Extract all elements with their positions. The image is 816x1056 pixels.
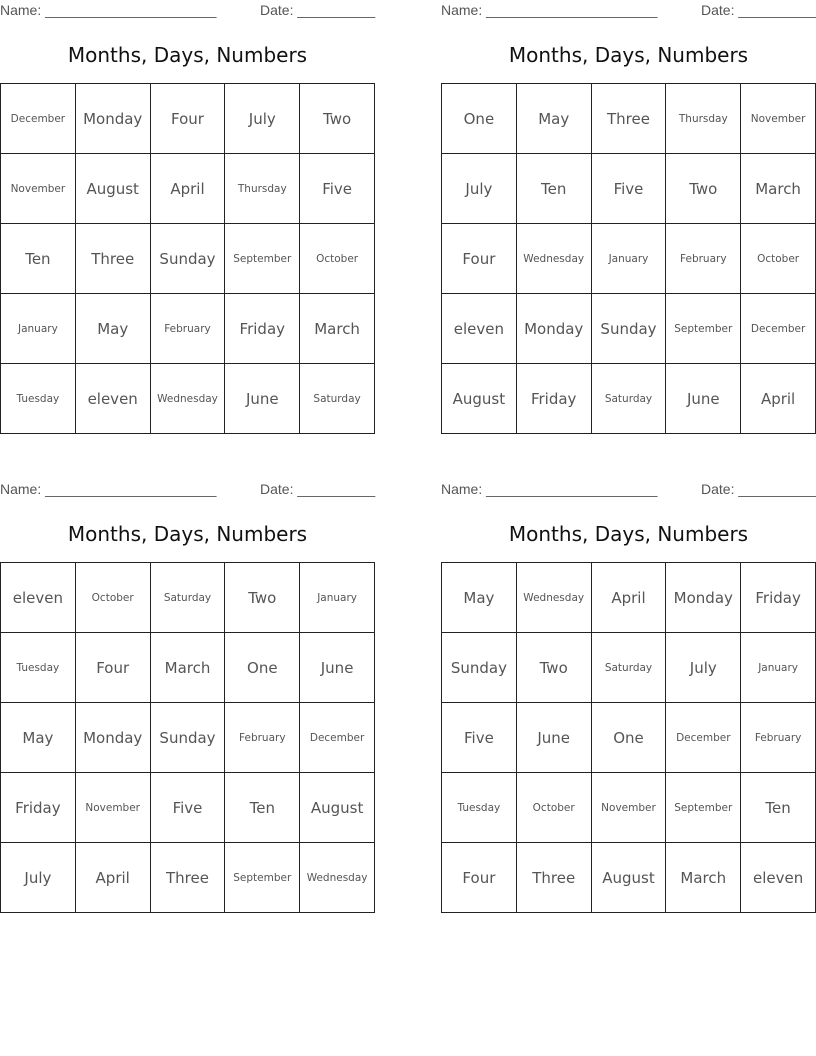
bingo-cell: eleven — [76, 364, 151, 434]
bingo-cell: Wednesday — [517, 224, 592, 294]
bingo-cell: Tuesday — [442, 773, 517, 843]
bingo-grid — [0, 83, 375, 434]
bingo-cell: January — [1, 294, 76, 364]
bingo-cell: Four — [76, 633, 151, 703]
bingo-cell: One — [225, 633, 300, 703]
bingo-cell: eleven — [1, 563, 76, 633]
name-field-label: Name: ______________________ — [0, 2, 217, 18]
bingo-cell: December — [666, 703, 741, 773]
bingo-cell: September — [225, 843, 300, 913]
bingo-cell: Friday — [225, 294, 300, 364]
bingo-cell: Two — [225, 563, 300, 633]
bingo-cell: Saturday — [151, 563, 226, 633]
bingo-cell: January — [300, 563, 375, 633]
bingo-cell: October — [76, 563, 151, 633]
name-field-label: Name: ______________________ — [0, 481, 217, 497]
bingo-cell: March — [741, 154, 816, 224]
bingo-cell: Two — [300, 84, 375, 154]
bingo-cell: Monday — [76, 703, 151, 773]
bingo-cell: Thursday — [666, 84, 741, 154]
bingo-cell: eleven — [442, 294, 517, 364]
bingo-cell: Three — [76, 224, 151, 294]
bingo-cell: May — [442, 563, 517, 633]
bingo-cell: Five — [442, 703, 517, 773]
bingo-cell: November — [741, 84, 816, 154]
bingo-cell: November — [592, 773, 667, 843]
bingo-cell: August — [442, 364, 517, 434]
bingo-cell: February — [225, 703, 300, 773]
bingo-cell: July — [666, 633, 741, 703]
bingo-cell: eleven — [741, 843, 816, 913]
bingo-cell: July — [442, 154, 517, 224]
bingo-cell: Four — [442, 843, 517, 913]
bingo-cell: December — [741, 294, 816, 364]
bingo-cell: December — [1, 84, 76, 154]
bingo-cell: Ten — [225, 773, 300, 843]
bingo-cell: November — [1, 154, 76, 224]
bingo-cell: August — [300, 773, 375, 843]
bingo-cell: Wednesday — [517, 563, 592, 633]
bingo-cell: February — [666, 224, 741, 294]
bingo-cell: July — [225, 84, 300, 154]
bingo-cell: Four — [151, 84, 226, 154]
bingo-cell: One — [592, 703, 667, 773]
bingo-cell: Monday — [666, 563, 741, 633]
bingo-cell: Five — [300, 154, 375, 224]
bingo-cell: Wednesday — [151, 364, 226, 434]
bingo-cell: April — [592, 563, 667, 633]
bingo-cell: Friday — [1, 773, 76, 843]
bingo-cell: January — [592, 224, 667, 294]
bingo-cell: July — [1, 843, 76, 913]
bingo-cell: September — [666, 294, 741, 364]
bingo-cell: Sunday — [592, 294, 667, 364]
bingo-cell: May — [517, 84, 592, 154]
bingo-cell: Tuesday — [1, 364, 76, 434]
bingo-cell: Ten — [741, 773, 816, 843]
bingo-cell: February — [151, 294, 226, 364]
bingo-cell: March — [300, 294, 375, 364]
bingo-cell: November — [76, 773, 151, 843]
bingo-cell: Friday — [517, 364, 592, 434]
bingo-card — [441, 0, 816, 408]
bingo-cell: Monday — [76, 84, 151, 154]
bingo-cell: October — [517, 773, 592, 843]
date-field-label: Date: __________ — [701, 481, 816, 497]
bingo-cell: Tuesday — [1, 633, 76, 703]
bingo-cell: May — [76, 294, 151, 364]
bingo-card — [0, 479, 376, 887]
bingo-cell: Ten — [1, 224, 76, 294]
bingo-cell: Sunday — [151, 224, 226, 294]
bingo-cell: Wednesday — [300, 843, 375, 913]
bingo-cell: Saturday — [592, 633, 667, 703]
bingo-cell: Saturday — [592, 364, 667, 434]
bingo-cell: Two — [666, 154, 741, 224]
date-field-label: Date: __________ — [260, 481, 376, 497]
bingo-cell: One — [442, 84, 517, 154]
bingo-cell: March — [151, 633, 226, 703]
bingo-cell: Saturday — [300, 364, 375, 434]
bingo-grid — [441, 83, 816, 434]
bingo-cell: October — [300, 224, 375, 294]
card-title: Months, Days, Numbers — [67, 522, 308, 546]
bingo-cell: Three — [151, 843, 226, 913]
bingo-cell: Friday — [741, 563, 816, 633]
bingo-cell: October — [741, 224, 816, 294]
name-date-line — [441, 479, 816, 501]
date-field-label: Date: __________ — [260, 2, 376, 18]
bingo-cell: April — [151, 154, 226, 224]
bingo-cell: January — [741, 633, 816, 703]
bingo-grid — [0, 562, 375, 913]
name-field-label: Name: ______________________ — [441, 481, 658, 497]
bingo-cell: Ten — [517, 154, 592, 224]
bingo-cell: April — [76, 843, 151, 913]
bingo-card — [441, 479, 816, 887]
bingo-cell: February — [741, 703, 816, 773]
bingo-cell: September — [225, 224, 300, 294]
bingo-cell: Five — [151, 773, 226, 843]
bingo-cell: August — [76, 154, 151, 224]
name-date-line — [441, 0, 816, 22]
bingo-cell: June — [300, 633, 375, 703]
card-title: Months, Days, Numbers — [67, 43, 308, 67]
bingo-cell: Two — [517, 633, 592, 703]
name-field-label: Name: ______________________ — [441, 2, 658, 18]
bingo-cell: December — [300, 703, 375, 773]
name-date-line — [0, 479, 375, 501]
bingo-card — [0, 0, 376, 408]
bingo-cell: March — [666, 843, 741, 913]
bingo-cell: June — [225, 364, 300, 434]
bingo-cell: Four — [442, 224, 517, 294]
bingo-cell: Thursday — [225, 154, 300, 224]
bingo-cell: April — [741, 364, 816, 434]
bingo-cell: Five — [592, 154, 667, 224]
card-title: Months, Days, Numbers — [508, 43, 749, 67]
bingo-cell: September — [666, 773, 741, 843]
bingo-cell: Sunday — [151, 703, 226, 773]
bingo-cell: August — [592, 843, 667, 913]
card-title: Months, Days, Numbers — [508, 522, 749, 546]
bingo-cell: Sunday — [442, 633, 517, 703]
date-field-label: Date: __________ — [701, 2, 816, 18]
bingo-cell: May — [1, 703, 76, 773]
bingo-cell: Three — [517, 843, 592, 913]
bingo-grid — [441, 562, 816, 913]
bingo-cell: June — [517, 703, 592, 773]
bingo-cell: Three — [592, 84, 667, 154]
bingo-cell: June — [666, 364, 741, 434]
name-date-line — [0, 0, 375, 22]
bingo-cell: Monday — [517, 294, 592, 364]
